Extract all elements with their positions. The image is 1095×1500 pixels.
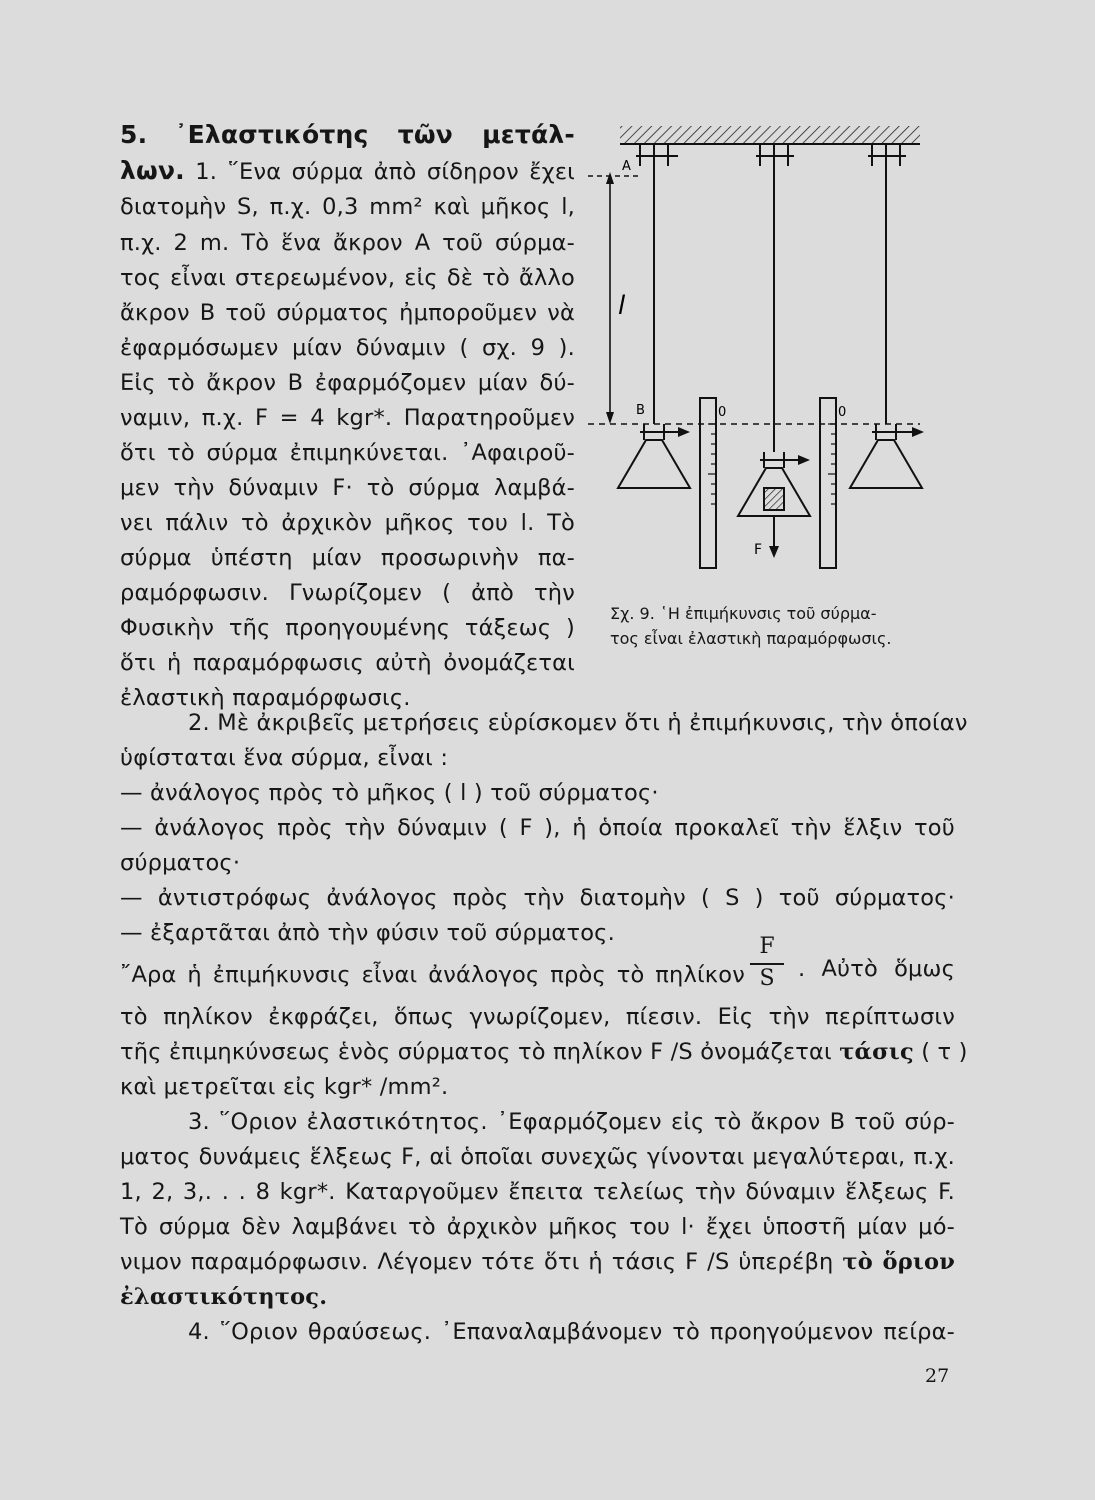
clamp-3 xyxy=(868,144,906,166)
text-line: Εἰς τὸ ἄκρον Β ἐφαρμόζομεν μίαν δύ- xyxy=(120,370,575,396)
text-line: μεν τὴν δύναμιν F· τὸ σύρμα λαμβά- xyxy=(120,475,575,501)
text-line: ναμιν, π.χ. F = 4 kgr*. Παρατηροῦμεν xyxy=(120,405,575,431)
scale-1-zero: 0 xyxy=(718,405,727,420)
paragraph-2-line xyxy=(120,1037,968,1067)
figure-caption-line: τος εἶναι ἐλαστικὴ παραμόρφωσις. xyxy=(610,629,892,648)
text-line: ὅτι τὸ σύρμα ἐπιμηκύνεται. ᾿Αφαιροῦ- xyxy=(120,440,575,466)
term-tasis: τάσις xyxy=(839,1039,914,1065)
paragraph-3-line: 3. ῞Οριον ἐλαστικότητος. ᾿Εφαρμόζομεν εἰς τὸ ἄκρον Β τοῦ σύρ- xyxy=(188,1109,955,1135)
hook-2 xyxy=(760,452,802,468)
text-line: ἄκρον Β τοῦ σύρματος ἠμποροῦμεν νὰ xyxy=(120,300,575,326)
length-arrow-top xyxy=(606,172,614,184)
force-arrow xyxy=(769,546,779,558)
paragraph-2-line: καὶ μετρεῖται εἰς kgr* /mm². xyxy=(120,1074,449,1100)
text-line: Φυσικὴν τῆς προηγουμένης τάξεως ) xyxy=(120,615,575,641)
ceiling-hatch xyxy=(620,126,920,144)
figure-9-diagram xyxy=(580,118,940,598)
fraction-bar xyxy=(750,963,784,965)
bullet-item: — ἐξαρτᾶται ἀπὸ τὴν φύσιν τοῦ σύρματος. xyxy=(120,920,615,946)
fraction-denominator: S xyxy=(759,966,775,991)
section-heading-line xyxy=(120,120,575,151)
scale-1-ticks xyxy=(708,424,716,504)
scale-2-ticks xyxy=(828,424,836,504)
bullet-item: — ἀνάλογος πρὸς τὸ μῆκος ( l ) τοῦ σύρματος· xyxy=(120,780,659,806)
bullet-item-cont: σύρματος· xyxy=(120,850,241,876)
label-B: B xyxy=(636,403,645,418)
hook-3 xyxy=(872,424,914,440)
section-first-line xyxy=(120,156,575,187)
paragraph-3-line xyxy=(120,1247,955,1277)
paragraph-2-line: ὑφίσταται ἕνα σύρμα, εἶναι : xyxy=(120,745,449,771)
text-line: σύρμα ὑπέστη μίαν προσωρινὴν πα- xyxy=(120,545,575,571)
text-line: διατομὴν S, π.χ. 0,3 mm² καὶ μῆκος l, xyxy=(120,194,575,220)
text-line: ραμόρφωσιν. Γνωρίζομεν ( ἀπὸ τὴν xyxy=(120,580,575,606)
text-line: ἐφαρμόσωμεν μίαν δύναμιν ( σχ. 9 ). xyxy=(120,335,575,361)
weight-block xyxy=(764,488,784,510)
text-line: ἐλαστικὴ παραμόρφωσις. xyxy=(120,685,411,711)
tasis-symbol: ( τ ) xyxy=(921,1039,968,1065)
paragraph-3-line: 1, 2, 3,. . . 8 kgr*. Καταργοῦμεν ἔπειτα τελείως τὴν δύναμιν ἕλξεως F. xyxy=(120,1179,955,1205)
section-title: ᾿Ελαστικότης τῶν μετάλ- xyxy=(174,120,576,149)
bullet-item: — ἀνάλογος πρὸς τὴν δύναμιν ( F ), ἡ ὁποία προκαλεῖ τὴν ἕλξιν τοῦ xyxy=(120,815,955,841)
scale-2-zero: 0 xyxy=(838,405,847,420)
paragraph-2-line: τὸ πηλίκον ἐκφράζει, ὅπως γνωρίζομεν, πίεσιν. Εἰς τὴν περίπτωσιν xyxy=(120,1004,955,1030)
term-orion: τὸ ὅριον xyxy=(842,1249,955,1275)
flask-3 xyxy=(850,440,922,488)
flask-1 xyxy=(618,440,690,488)
paragraph-2-line: 2. Μὲ ἀκριβεῖς μετρήσεις εὑρίσκομεν ὅτι ἡ ἐπιμήκυνσις, τὴν ὁποίαν xyxy=(188,710,968,736)
paragraph-3-line: Τὸ σύρμα δὲν λαμβάνει τὸ ἀρχικὸν μῆκος του l· ἔχει ὑποστῆ μίαν μό- xyxy=(120,1214,955,1240)
text-span: νιμον παραμόρφωσιν. Λέγομεν τότε ὅτι ἡ τάσις F /S ὑπερέβη xyxy=(120,1249,834,1275)
fraction-numerator: F xyxy=(759,934,775,959)
length-arrow-bottom xyxy=(606,412,614,424)
clamp-2 xyxy=(756,144,794,166)
label-l: l xyxy=(618,291,626,321)
text-line: ὅτι ἡ παραμόρφωσις αὐτὴ ὀνομάζεται xyxy=(120,650,575,676)
paragraph-3-line: ματος δυνάμεις ἕλξεως F, αἱ ὁποῖαι συνεχῶς γίνονται μεγαλύτεραι, π.χ. xyxy=(120,1144,955,1170)
bullet-item: — ἀντιστρόφως ἀνάλογος πρὸς τὴν διατομὴν ( S ) τοῦ σύρματος· xyxy=(120,885,955,911)
hook-1 xyxy=(640,424,682,440)
clamp-1 xyxy=(636,144,678,166)
figure-caption-line: Σχ. 9. ῾Η ἐπιμήκυνσις τοῦ σύρμα- xyxy=(610,604,877,623)
section-number: 5. xyxy=(120,120,148,149)
arrow-3 xyxy=(912,427,924,437)
text-line: τος εἶναι στερεωμένον, εἰς δὲ τὸ ἄλλο xyxy=(120,265,575,291)
text-line: 1. ῞Ενα σύρμα ἀπὸ σίδηρον ἔχει xyxy=(195,159,575,185)
ara-line-start: ῎Αρα ἡ ἐπιμήκυνσις εἶναι ἀνάλογος πρὸς τὸ πηλίκον xyxy=(120,962,745,988)
text-line: π.χ. 2 m. Τὸ ἕνα ἄκρον Α τοῦ σύρμα- xyxy=(120,230,575,256)
arrow-1 xyxy=(678,427,690,437)
paragraph-4-line: 4. ῞Οριον θραύσεως. ᾿Επαναλαμβάνομεν τὸ προηγούμενον πείρα- xyxy=(188,1319,955,1345)
label-A: A xyxy=(622,159,631,174)
tasis-text: τῆς ἐπιμηκύνσεως ἑνὸς σύρματος τὸ πηλίκον F /S ὀνομάζεται xyxy=(120,1039,832,1065)
term-elastikotitos: ἐλαστικότητος. xyxy=(120,1284,328,1310)
text-line: νει πάλιν τὸ ἀρχικὸν μῆκος του l. Τὸ xyxy=(120,510,575,536)
section-title-end: λων. xyxy=(120,156,185,185)
ara-line-end: . Αὐτὸ ὅμως xyxy=(798,956,955,982)
arrow-2 xyxy=(798,455,810,465)
page-number: 27 xyxy=(925,1365,950,1387)
label-F: F xyxy=(754,542,763,558)
